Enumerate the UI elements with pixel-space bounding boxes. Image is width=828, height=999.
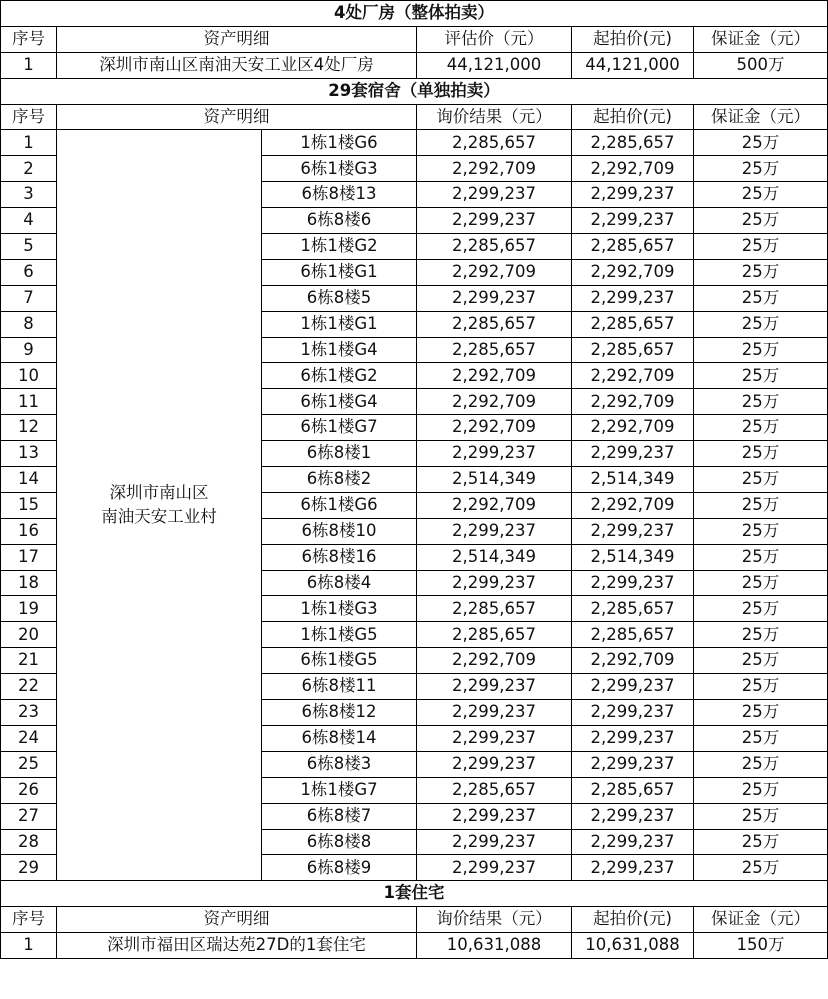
dormitory-location <box>57 130 262 881</box>
row-starting-price: 2,292,709 <box>572 492 694 518</box>
row-index: 2 <box>1 156 57 182</box>
row-deposit: 25万 <box>694 700 828 726</box>
header-deposit: 保证金（元） <box>694 26 828 52</box>
row-unit: 6栋8楼4 <box>262 570 417 596</box>
row-deposit: 25万 <box>694 855 828 881</box>
row-deposit: 25万 <box>694 725 828 751</box>
row-deposit: 25万 <box>694 829 828 855</box>
row-inquiry-price: 2,285,657 <box>417 337 572 363</box>
row-starting-price: 2,285,657 <box>572 777 694 803</box>
row-index: 3 <box>1 182 57 208</box>
row-starting-price: 2,299,237 <box>572 803 694 829</box>
row-starting-price: 2,292,709 <box>572 389 694 415</box>
header-starting-price: 起拍价(元) <box>572 26 694 52</box>
row-inquiry-price: 2,285,657 <box>417 311 572 337</box>
row-deposit: 25万 <box>694 544 828 570</box>
row-deposit: 25万 <box>694 674 828 700</box>
row-deposit: 25万 <box>694 622 828 648</box>
row-starting-price: 2,299,237 <box>572 182 694 208</box>
row-index: 21 <box>1 648 57 674</box>
row-starting-price: 2,285,657 <box>572 130 694 156</box>
section-title-row <box>1 1 828 27</box>
row-starting-price: 2,292,709 <box>572 156 694 182</box>
row-starting-price: 2,292,709 <box>572 259 694 285</box>
row-starting-price: 2,292,709 <box>572 415 694 441</box>
row-inquiry-price: 2,285,657 <box>417 234 572 260</box>
row-index: 29 <box>1 855 57 881</box>
row-unit: 6栋1楼G7 <box>262 415 417 441</box>
row-unit: 1栋1楼G7 <box>262 777 417 803</box>
row-starting-price: 2,285,657 <box>572 337 694 363</box>
row-inquiry-price: 2,292,709 <box>417 363 572 389</box>
row-inquiry-price: 2,514,349 <box>417 467 572 493</box>
row-inquiry-price: 2,299,237 <box>417 182 572 208</box>
row-unit: 6栋8楼8 <box>262 829 417 855</box>
section-title-dormitories: 29套宿舍（单独拍卖） <box>1 78 828 104</box>
row-unit: 6栋1楼G4 <box>262 389 417 415</box>
row-asset-detail: 深圳市南山区南油天安工业区4处厂房 <box>57 52 417 78</box>
row-inquiry-price: 2,292,709 <box>417 389 572 415</box>
header-starting-price: 起拍价(元) <box>572 104 694 130</box>
row-inquiry-price: 2,292,709 <box>417 492 572 518</box>
row-index: 8 <box>1 311 57 337</box>
header-deposit: 保证金（元） <box>694 104 828 130</box>
section-title-row <box>1 881 828 907</box>
header-index: 序号 <box>1 104 57 130</box>
row-deposit: 25万 <box>694 311 828 337</box>
row-starting-price: 2,285,657 <box>572 596 694 622</box>
row-inquiry-price: 2,292,709 <box>417 415 572 441</box>
row-deposit: 25万 <box>694 156 828 182</box>
row-index: 15 <box>1 492 57 518</box>
row-starting-price: 2,299,237 <box>572 674 694 700</box>
header-asset-detail: 资产明细 <box>57 907 417 933</box>
row-unit: 1栋1楼G5 <box>262 622 417 648</box>
row-unit: 6栋8楼12 <box>262 700 417 726</box>
row-index: 7 <box>1 285 57 311</box>
row-deposit: 25万 <box>694 648 828 674</box>
row-deposit: 25万 <box>694 751 828 777</box>
row-deposit: 25万 <box>694 777 828 803</box>
row-index: 28 <box>1 829 57 855</box>
row-inquiry-price: 2,299,237 <box>417 518 572 544</box>
row-starting-price: 44,121,000 <box>572 52 694 78</box>
row-unit: 6栋1楼G6 <box>262 492 417 518</box>
row-inquiry-price: 2,292,709 <box>417 648 572 674</box>
row-starting-price: 2,299,237 <box>572 518 694 544</box>
row-unit: 6栋8楼1 <box>262 441 417 467</box>
row-deposit: 25万 <box>694 234 828 260</box>
row-starting-price: 2,299,237 <box>572 208 694 234</box>
row-starting-price: 10,631,088 <box>572 933 694 959</box>
location-line-estate: 南油天安工业村 <box>101 507 217 527</box>
row-deposit: 25万 <box>694 130 828 156</box>
row-index: 16 <box>1 518 57 544</box>
row-index: 26 <box>1 777 57 803</box>
row-starting-price: 2,299,237 <box>572 285 694 311</box>
row-inquiry-price: 10,631,088 <box>417 933 572 959</box>
row-starting-price: 2,514,349 <box>572 467 694 493</box>
row-inquiry-price: 2,299,237 <box>417 570 572 596</box>
row-index: 22 <box>1 674 57 700</box>
row-inquiry-price: 2,299,237 <box>417 441 572 467</box>
row-starting-price: 2,514,349 <box>572 544 694 570</box>
row-deposit: 25万 <box>694 570 828 596</box>
section-title-residence: 1套住宅 <box>1 881 828 907</box>
row-unit: 6栋8楼5 <box>262 285 417 311</box>
row-deposit: 25万 <box>694 596 828 622</box>
row-index: 24 <box>1 725 57 751</box>
row-starting-price: 2,299,237 <box>572 855 694 881</box>
row-unit: 6栋8楼7 <box>262 803 417 829</box>
row-starting-price: 2,299,237 <box>572 751 694 777</box>
row-index: 11 <box>1 389 57 415</box>
row-starting-price: 2,299,237 <box>572 725 694 751</box>
row-inquiry-price: 2,299,237 <box>417 700 572 726</box>
row-unit: 6栋1楼G1 <box>262 259 417 285</box>
row-starting-price: 2,285,657 <box>572 622 694 648</box>
row-index: 17 <box>1 544 57 570</box>
row-starting-price: 2,292,709 <box>572 648 694 674</box>
row-starting-price: 2,292,709 <box>572 363 694 389</box>
row-deposit: 25万 <box>694 518 828 544</box>
row-deposit: 25万 <box>694 208 828 234</box>
row-index: 14 <box>1 467 57 493</box>
row-index: 27 <box>1 803 57 829</box>
row-starting-price: 2,285,657 <box>572 311 694 337</box>
row-inquiry-price: 2,299,237 <box>417 829 572 855</box>
row-index: 1 <box>1 52 57 78</box>
table-row <box>1 933 828 959</box>
row-deposit: 25万 <box>694 441 828 467</box>
row-index: 12 <box>1 415 57 441</box>
row-inquiry-price: 2,299,237 <box>417 285 572 311</box>
header-row <box>1 907 828 933</box>
row-unit: 1栋1楼G2 <box>262 234 417 260</box>
header-index: 序号 <box>1 26 57 52</box>
row-starting-price: 2,285,657 <box>572 234 694 260</box>
row-unit: 1栋1楼G1 <box>262 311 417 337</box>
row-index: 25 <box>1 751 57 777</box>
row-inquiry-price: 2,299,237 <box>417 725 572 751</box>
row-inquiry-price: 2,292,709 <box>417 156 572 182</box>
row-inquiry-price: 2,299,237 <box>417 751 572 777</box>
row-unit: 6栋8楼14 <box>262 725 417 751</box>
row-unit: 6栋1楼G5 <box>262 648 417 674</box>
location-line-district: 深圳市南山区 <box>109 483 209 503</box>
row-index: 20 <box>1 622 57 648</box>
row-index: 9 <box>1 337 57 363</box>
row-deposit: 25万 <box>694 467 828 493</box>
table-row <box>1 130 828 156</box>
row-inquiry-price: 2,299,237 <box>417 208 572 234</box>
header-index: 序号 <box>1 907 57 933</box>
row-inquiry-price: 2,299,237 <box>417 674 572 700</box>
row-unit: 6栋8楼2 <box>262 467 417 493</box>
row-deposit: 25万 <box>694 415 828 441</box>
header-appraisal-price: 评估价（元） <box>417 26 572 52</box>
header-inquiry-price: 询价结果（元） <box>417 907 572 933</box>
row-deposit: 25万 <box>694 363 828 389</box>
header-inquiry-price: 询价结果（元） <box>417 104 572 130</box>
row-starting-price: 2,299,237 <box>572 829 694 855</box>
row-unit: 6栋8楼3 <box>262 751 417 777</box>
row-unit: 6栋8楼9 <box>262 855 417 881</box>
header-row <box>1 26 828 52</box>
row-index: 10 <box>1 363 57 389</box>
row-deposit: 25万 <box>694 803 828 829</box>
row-inquiry-price: 2,299,237 <box>417 803 572 829</box>
row-inquiry-price: 2,285,657 <box>417 777 572 803</box>
row-inquiry-price: 2,299,237 <box>417 855 572 881</box>
row-inquiry-price: 2,285,657 <box>417 596 572 622</box>
table-row <box>1 52 828 78</box>
row-deposit: 500万 <box>694 52 828 78</box>
row-unit: 1栋1楼G3 <box>262 596 417 622</box>
row-unit: 1栋1楼G6 <box>262 130 417 156</box>
section-title-factories: 4处厂房（整体拍卖） <box>1 1 828 27</box>
row-unit: 1栋1楼G4 <box>262 337 417 363</box>
row-deposit: 25万 <box>694 337 828 363</box>
section-title-row <box>1 78 828 104</box>
row-deposit: 25万 <box>694 259 828 285</box>
row-index: 23 <box>1 700 57 726</box>
row-index: 1 <box>1 130 57 156</box>
row-index: 5 <box>1 234 57 260</box>
row-deposit: 25万 <box>694 389 828 415</box>
row-index: 1 <box>1 933 57 959</box>
row-deposit: 25万 <box>694 182 828 208</box>
row-asset-detail: 深圳市福田区瑞达苑27D的1套住宅 <box>57 933 417 959</box>
header-asset-detail: 资产明细 <box>57 26 417 52</box>
row-unit: 6栋8楼6 <box>262 208 417 234</box>
row-index: 6 <box>1 259 57 285</box>
row-inquiry-price: 2,285,657 <box>417 622 572 648</box>
row-unit: 6栋1楼G3 <box>262 156 417 182</box>
row-index: 4 <box>1 208 57 234</box>
header-row <box>1 104 828 130</box>
row-starting-price: 2,299,237 <box>572 441 694 467</box>
row-deposit: 25万 <box>694 285 828 311</box>
row-deposit: 150万 <box>694 933 828 959</box>
row-inquiry-price: 2,292,709 <box>417 259 572 285</box>
row-deposit: 25万 <box>694 492 828 518</box>
row-unit: 6栋8楼13 <box>262 182 417 208</box>
row-index: 19 <box>1 596 57 622</box>
row-index: 18 <box>1 570 57 596</box>
row-starting-price: 2,299,237 <box>572 700 694 726</box>
row-appraisal-price: 44,121,000 <box>417 52 572 78</box>
header-asset-detail: 资产明细 <box>57 104 417 130</box>
row-starting-price: 2,299,237 <box>572 570 694 596</box>
row-unit: 6栋8楼11 <box>262 674 417 700</box>
row-unit: 6栋8楼10 <box>262 518 417 544</box>
header-deposit: 保证金（元） <box>694 907 828 933</box>
row-inquiry-price: 2,285,657 <box>417 130 572 156</box>
row-inquiry-price: 2,514,349 <box>417 544 572 570</box>
row-unit: 6栋1楼G2 <box>262 363 417 389</box>
header-starting-price: 起拍价(元) <box>572 907 694 933</box>
row-unit: 6栋8楼16 <box>262 544 417 570</box>
row-index: 13 <box>1 441 57 467</box>
